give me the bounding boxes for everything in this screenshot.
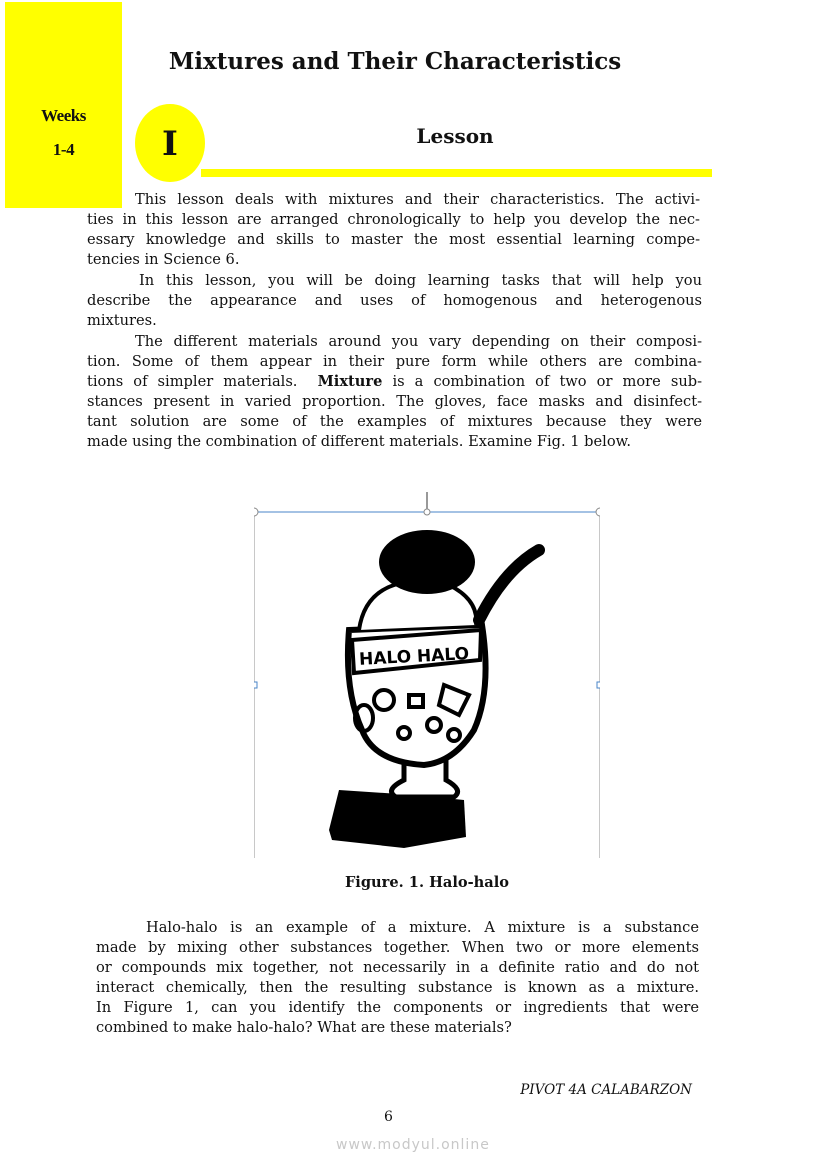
paragraph-intro <box>87 190 700 270</box>
footer-source: PIVOT 4A CALABARZON <box>520 1082 692 1098</box>
text-line: made using the combination of different materials. Examine Fig. 1 below. <box>87 433 632 450</box>
weeks-range: 1-4 <box>52 140 75 159</box>
text-line: ties in this lesson are arranged chronologically to help you develop the nec- <box>87 211 700 228</box>
paragraph-mixture-definition <box>87 332 702 452</box>
text-line: or compounds mix together, not necessarily in a definite ratio and do not <box>96 959 699 976</box>
text-line: tant solution are some of the examples of mixtures because they were <box>87 413 702 430</box>
text-line: combined to make halo-halo? What are these materials? <box>96 1019 512 1036</box>
halo-halo-illustration <box>254 490 600 858</box>
page-title: Mixtures and Their Characteristics <box>168 48 622 75</box>
text-line: interact chemically, then the resulting substance is known as a mixture. <box>96 979 699 996</box>
text-fragment: tions of simpler materials. <box>87 373 318 390</box>
text-line: Halo-halo is an example of a mixture. A mixture is a substance <box>146 919 699 936</box>
text-line: The different materials around you vary depending on their composi- <box>135 333 702 350</box>
text-line: In Figure 1, can you identify the components or ingredients that were <box>96 999 699 1016</box>
text-line: tion. Some of them appear in their pure form while others are combina- <box>87 353 702 370</box>
cup-label: HALO HALO <box>358 644 470 670</box>
section-letter: I <box>135 104 205 182</box>
section-heading: Lesson <box>416 124 494 148</box>
text-fragment: is a combination of two or more sub- <box>382 373 703 390</box>
bold-term: Mixture <box>317 373 383 390</box>
text-line: describe the appearance and uses of homogenous and heterogenous <box>87 292 702 309</box>
figure-halo-halo[interactable] <box>254 490 600 858</box>
heading-underline <box>201 169 712 177</box>
text-line <box>87 372 702 392</box>
text-line: mixtures. <box>87 312 157 329</box>
page-number: 6 <box>384 1109 393 1125</box>
text-line: In this lesson, you will be doing learning tasks that will help you <box>139 272 702 289</box>
text-line: essary knowledge and skills to master the most essential learning compe- <box>87 231 700 248</box>
text-line: made by mixing other substances together. When two or more elements <box>96 939 699 956</box>
paragraph-tasks <box>87 271 702 331</box>
text-line: stances present in varied proportion. The gloves, face masks and disinfect- <box>87 393 702 410</box>
text-line: This lesson deals with mixtures and their characteristics. The activi- <box>135 191 700 208</box>
weeks-banner <box>5 2 122 208</box>
paragraph-halo-halo <box>96 918 699 1038</box>
weeks-label: Weeks <box>41 106 86 125</box>
text-line: tencies in Science 6. <box>87 251 240 268</box>
watermark: www.modyul.online <box>336 1137 490 1153</box>
figure-caption: Figure. 1. Halo-halo <box>344 874 510 891</box>
